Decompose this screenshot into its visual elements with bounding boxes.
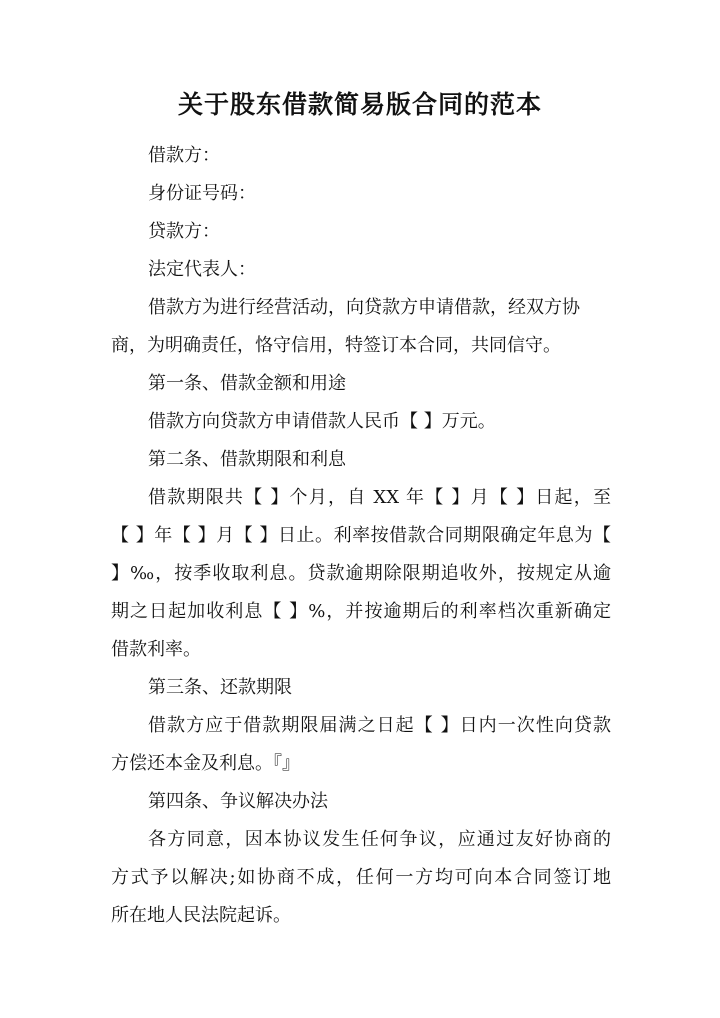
id-number-line: 身份证号码： [148,183,256,204]
lender-line: 贷款方： [148,221,220,242]
preamble-line-2: 商，为明确责任，恪守信用，特签订本合同，共同信守。 [111,335,561,356]
legal-representative-line: 法定代表人： [148,259,256,280]
article-4-heading: 第四条、争议解决办法 [148,791,328,812]
article-4-line-1: 各方同意，因本协议发生任何争议，应通过友好协商的 [148,829,611,850]
preamble-line-1: 借款方为进行经营活动，向贷款方申请借款，经双方协 [148,297,580,318]
article-2-heading: 第二条、借款期限和利息 [148,449,346,470]
article-2-line-5: 借款利率。 [111,639,201,660]
article-2-line-2: 【 】年【 】月【 】日止。利率按借款合同期限确定年息为【 [111,525,611,546]
article-2-line-1: 借款期限共【 】个月，自 XX 年【 】月【 】日起，至 [148,487,611,508]
article-3-line-1: 借款方应于借款期限届满之日起【 】日内一次性向贷款 [148,715,611,736]
article-4-line-3: 所在地人民法院起诉。 [111,905,291,926]
article-3-line-2: 方偿还本金及利息。『』 [111,753,300,774]
article-1-text: 借款方向贷款方申请借款人民币【 】万元。 [148,411,496,432]
borrower-line: 借款方： [148,145,220,166]
document-title: 关于股东借款简易版合同的范本 [177,90,542,119]
article-2-line-3: 】‰，按季收取利息。贷款逾期除限期追收外，按规定从逾 [111,563,611,584]
article-1-heading: 第一条、借款金额和用途 [148,373,346,394]
article-3-heading: 第三条、还款期限 [148,677,292,698]
article-2-line-4: 期之日起加收利息【 】%，并按逾期后的利率档次重新确定 [111,601,611,622]
article-4-line-2: 方式予以解决;如协商不成，任何一方均可向本合同签订地 [111,867,611,888]
